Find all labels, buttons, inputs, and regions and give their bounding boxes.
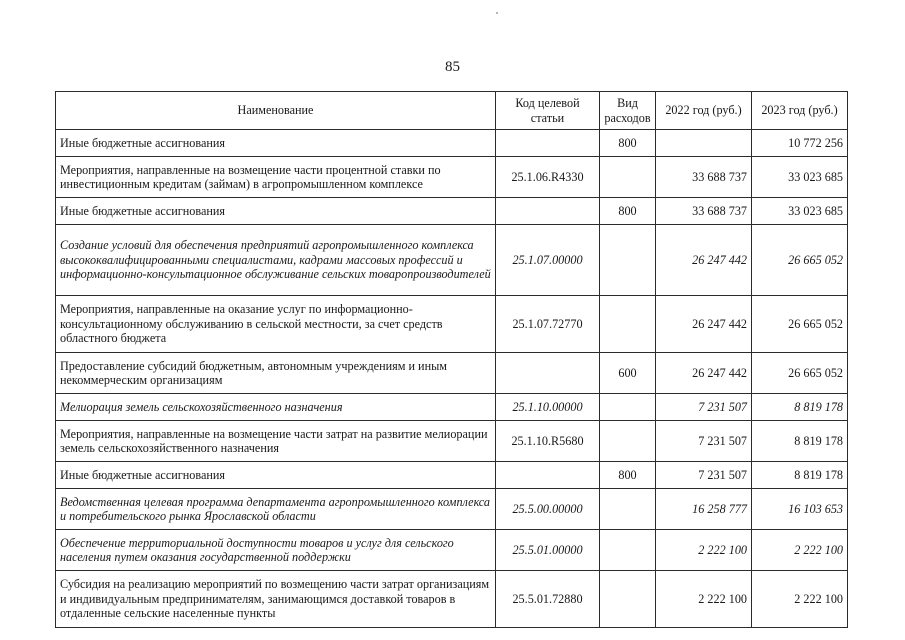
cell-name: Иные бюджетные ассигнования (56, 198, 496, 225)
cell-2023: 33 023 685 (752, 198, 848, 225)
cell-name: Иные бюджетные ассигнования (56, 130, 496, 157)
cell-name: Мелиорация земель сельскохозяйственного назначения (56, 394, 496, 421)
cell-2023: 8 819 178 (752, 421, 848, 462)
cell-code (496, 198, 600, 225)
cell-name: Мероприятия, направленные на возмещение части затрат на развитие мелиорации земель сельскохозяйственного назначения (56, 421, 496, 462)
table-row (56, 198, 848, 225)
table-row (56, 225, 848, 296)
cell-2022: 2 222 100 (656, 530, 752, 571)
cell-name: Мероприятия, направленные на оказание услуг по информационно-консультационному обслуживанию в сельской местности, за счет средств областного бюджета (56, 296, 496, 353)
table-row (56, 394, 848, 421)
cell-2023: 26 665 052 (752, 296, 848, 353)
scan-speck (496, 12, 498, 14)
cell-kind (600, 157, 656, 198)
cell-code (496, 462, 600, 489)
budget-table (55, 91, 848, 628)
cell-name: Предоставление субсидий бюджетным, автономным учреждениям и иным некоммерческим организациям (56, 353, 496, 394)
table-row (56, 130, 848, 157)
header-2022: 2022 год (руб.) (656, 92, 752, 130)
cell-code: 25.5.01.00000 (496, 530, 600, 571)
table-row (56, 421, 848, 462)
cell-code: 25.1.07.72770 (496, 296, 600, 353)
page-number: 85 (445, 59, 460, 75)
cell-2022: 26 247 442 (656, 353, 752, 394)
cell-name: Субсидия на реализацию мероприятий по возмещению части затрат организациям и индивидуальным предпринимателям, занимающимся доставкой товаров в отдаленные сельские населенные пункты (56, 571, 496, 628)
cell-code: 25.1.10.R5680 (496, 421, 600, 462)
cell-kind: 800 (600, 198, 656, 225)
cell-kind: 600 (600, 353, 656, 394)
cell-2022: 33 688 737 (656, 198, 752, 225)
table-row (56, 530, 848, 571)
cell-2022: 7 231 507 (656, 394, 752, 421)
cell-2022: 16 258 777 (656, 489, 752, 530)
header-kind: Вид расходов (600, 92, 656, 130)
header-2023: 2023 год (руб.) (752, 92, 848, 130)
cell-kind (600, 489, 656, 530)
cell-2022: 7 231 507 (656, 421, 752, 462)
cell-kind (600, 394, 656, 421)
cell-2022: 2 222 100 (656, 571, 752, 628)
cell-2023: 8 819 178 (752, 462, 848, 489)
cell-kind (600, 296, 656, 353)
table-row (56, 353, 848, 394)
cell-2023: 16 103 653 (752, 489, 848, 530)
cell-code: 25.5.01.72880 (496, 571, 600, 628)
header-name: Наименование (56, 92, 496, 130)
cell-2023: 33 023 685 (752, 157, 848, 198)
cell-2022 (656, 130, 752, 157)
cell-code: 25.5.00.00000 (496, 489, 600, 530)
cell-2023: 2 222 100 (752, 530, 848, 571)
cell-2023: 2 222 100 (752, 571, 848, 628)
cell-code (496, 130, 600, 157)
cell-kind (600, 571, 656, 628)
table-row (56, 462, 848, 489)
cell-kind (600, 530, 656, 571)
cell-code: 25.1.06.R4330 (496, 157, 600, 198)
cell-code: 25.1.07.00000 (496, 225, 600, 296)
cell-kind (600, 421, 656, 462)
table-row (56, 489, 848, 530)
cell-2023: 8 819 178 (752, 394, 848, 421)
cell-2023: 26 665 052 (752, 225, 848, 296)
table-row (56, 296, 848, 353)
cell-2022: 7 231 507 (656, 462, 752, 489)
cell-2022: 33 688 737 (656, 157, 752, 198)
cell-2023: 26 665 052 (752, 353, 848, 394)
header-code: Код целевой статьи (496, 92, 600, 130)
cell-kind: 800 (600, 130, 656, 157)
cell-2022: 26 247 442 (656, 225, 752, 296)
cell-name: Мероприятия, направленные на возмещение части процентной ставки по инвестиционным кредитам (займам) в агропромышленном комплексе (56, 157, 496, 198)
cell-kind (600, 225, 656, 296)
cell-name: Ведомственная целевая программа департамента агропромышленного комплекса и потребительского рынка Ярославской области (56, 489, 496, 530)
cell-2022: 26 247 442 (656, 296, 752, 353)
cell-name: Создание условий для обеспечения предприятий агропромышленного комплекса высококвалифицированными специалистами, кадрами массовых профессий и информационно-консультационное обслуживание сельских товаропроизводителей (56, 225, 496, 296)
cell-kind: 800 (600, 462, 656, 489)
table-row (56, 157, 848, 198)
table-header-row (56, 92, 848, 130)
cell-2023: 10 772 256 (752, 130, 848, 157)
cell-code: 25.1.10.00000 (496, 394, 600, 421)
cell-name: Иные бюджетные ассигнования (56, 462, 496, 489)
cell-code (496, 353, 600, 394)
table-row (56, 571, 848, 628)
cell-name: Обеспечение территориальной доступности товаров и услуг для сельского населения путем оказания государственной поддержки (56, 530, 496, 571)
